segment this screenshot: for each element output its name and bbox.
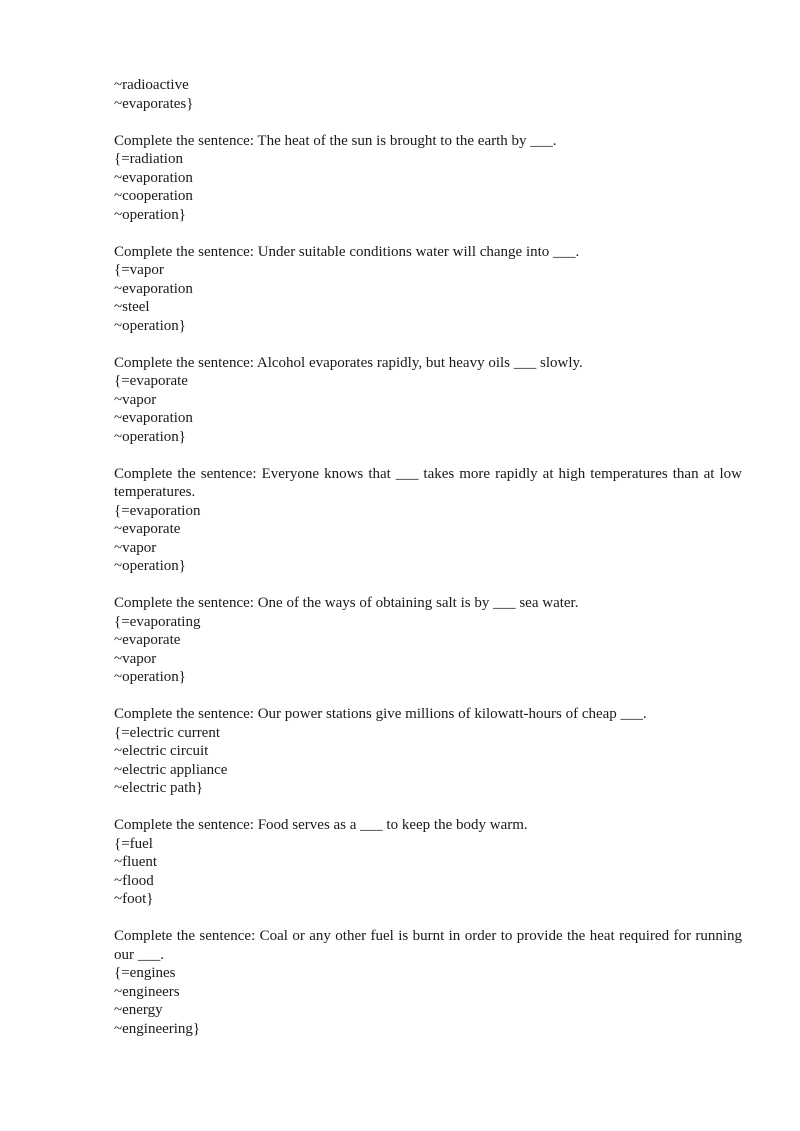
question-block xyxy=(114,816,742,909)
option-line: ~fluent xyxy=(114,854,158,870)
option-line: ~cooperation xyxy=(114,188,193,204)
question-block xyxy=(114,465,742,576)
option-line: {=evaporation xyxy=(114,502,201,519)
question-prompt: Complete the sentence: Alcohol evaporates rapidly, but heavy oils ___ slowly. xyxy=(114,354,583,371)
question-block xyxy=(114,594,742,687)
option-line: ~operation} xyxy=(114,669,186,685)
question-prompt: Complete the sentence: Coal or any other fuel is burnt in order to provide the heat required for running our ___. xyxy=(114,928,742,963)
question-prompt: Complete the sentence: Our power stations give millions of kilowatt-hours of cheap ___. xyxy=(114,706,647,722)
option-line: ~operation} xyxy=(114,428,186,445)
option-line: ~engineering} xyxy=(114,1020,201,1037)
intro-block xyxy=(114,76,742,113)
option-line: ~evaporation xyxy=(114,169,193,186)
option-line: ~electric path} xyxy=(114,780,204,796)
question-prompt: Complete the sentence: The heat of the sun is brought to the earth by ___. xyxy=(114,132,557,149)
option-line: {=evaporating xyxy=(114,613,201,630)
option-line: ~evaporate xyxy=(114,521,181,537)
option-line: ~evaporates} xyxy=(114,95,194,112)
option-line: {=engines xyxy=(114,965,176,981)
question-block xyxy=(114,354,742,447)
option-line: ~operation} xyxy=(114,206,186,223)
question-block xyxy=(114,705,742,798)
option-line: ~energy xyxy=(114,1002,163,1018)
option-line: {=fuel xyxy=(114,835,153,852)
option-line: ~operation} xyxy=(114,317,186,334)
option-line: ~flood xyxy=(114,872,154,889)
option-line: ~vapor xyxy=(114,391,157,408)
question-prompt: Complete the sentence: One of the ways of obtaining salt is by ___ sea water. xyxy=(114,595,579,611)
option-line: ~foot} xyxy=(114,891,154,907)
question-block xyxy=(114,132,742,225)
option-line: ~evaporation xyxy=(114,410,193,426)
option-line: ~engineers xyxy=(114,983,180,1000)
option-line: {=vapor xyxy=(114,262,164,278)
option-line: {=evaporate xyxy=(114,373,188,389)
option-line: ~radioactive xyxy=(114,77,189,93)
option-line: {=radiation xyxy=(114,151,183,167)
question-block xyxy=(114,243,742,336)
option-line: ~evaporate xyxy=(114,632,181,648)
question-block xyxy=(114,927,742,1038)
question-prompt: Complete the sentence: Food serves as a ___ to keep the body warm. xyxy=(114,817,528,833)
option-line: ~evaporation xyxy=(114,280,193,297)
option-line: ~vapor xyxy=(114,539,157,556)
question-prompt: Complete the sentence: Under suitable conditions water will change into ___. xyxy=(114,243,580,260)
option-line: {=electric current xyxy=(114,724,221,741)
document-page xyxy=(114,76,742,1057)
question-prompt: Complete the sentence: Everyone knows that ___ takes more rapidly at high temperatures than at low temperatures. xyxy=(114,465,742,500)
option-line: ~steel xyxy=(114,299,150,315)
option-line: ~electric appliance xyxy=(114,761,228,778)
option-line: ~operation} xyxy=(114,558,186,574)
option-line: ~electric circuit xyxy=(114,743,209,759)
option-line: ~vapor xyxy=(114,650,157,667)
